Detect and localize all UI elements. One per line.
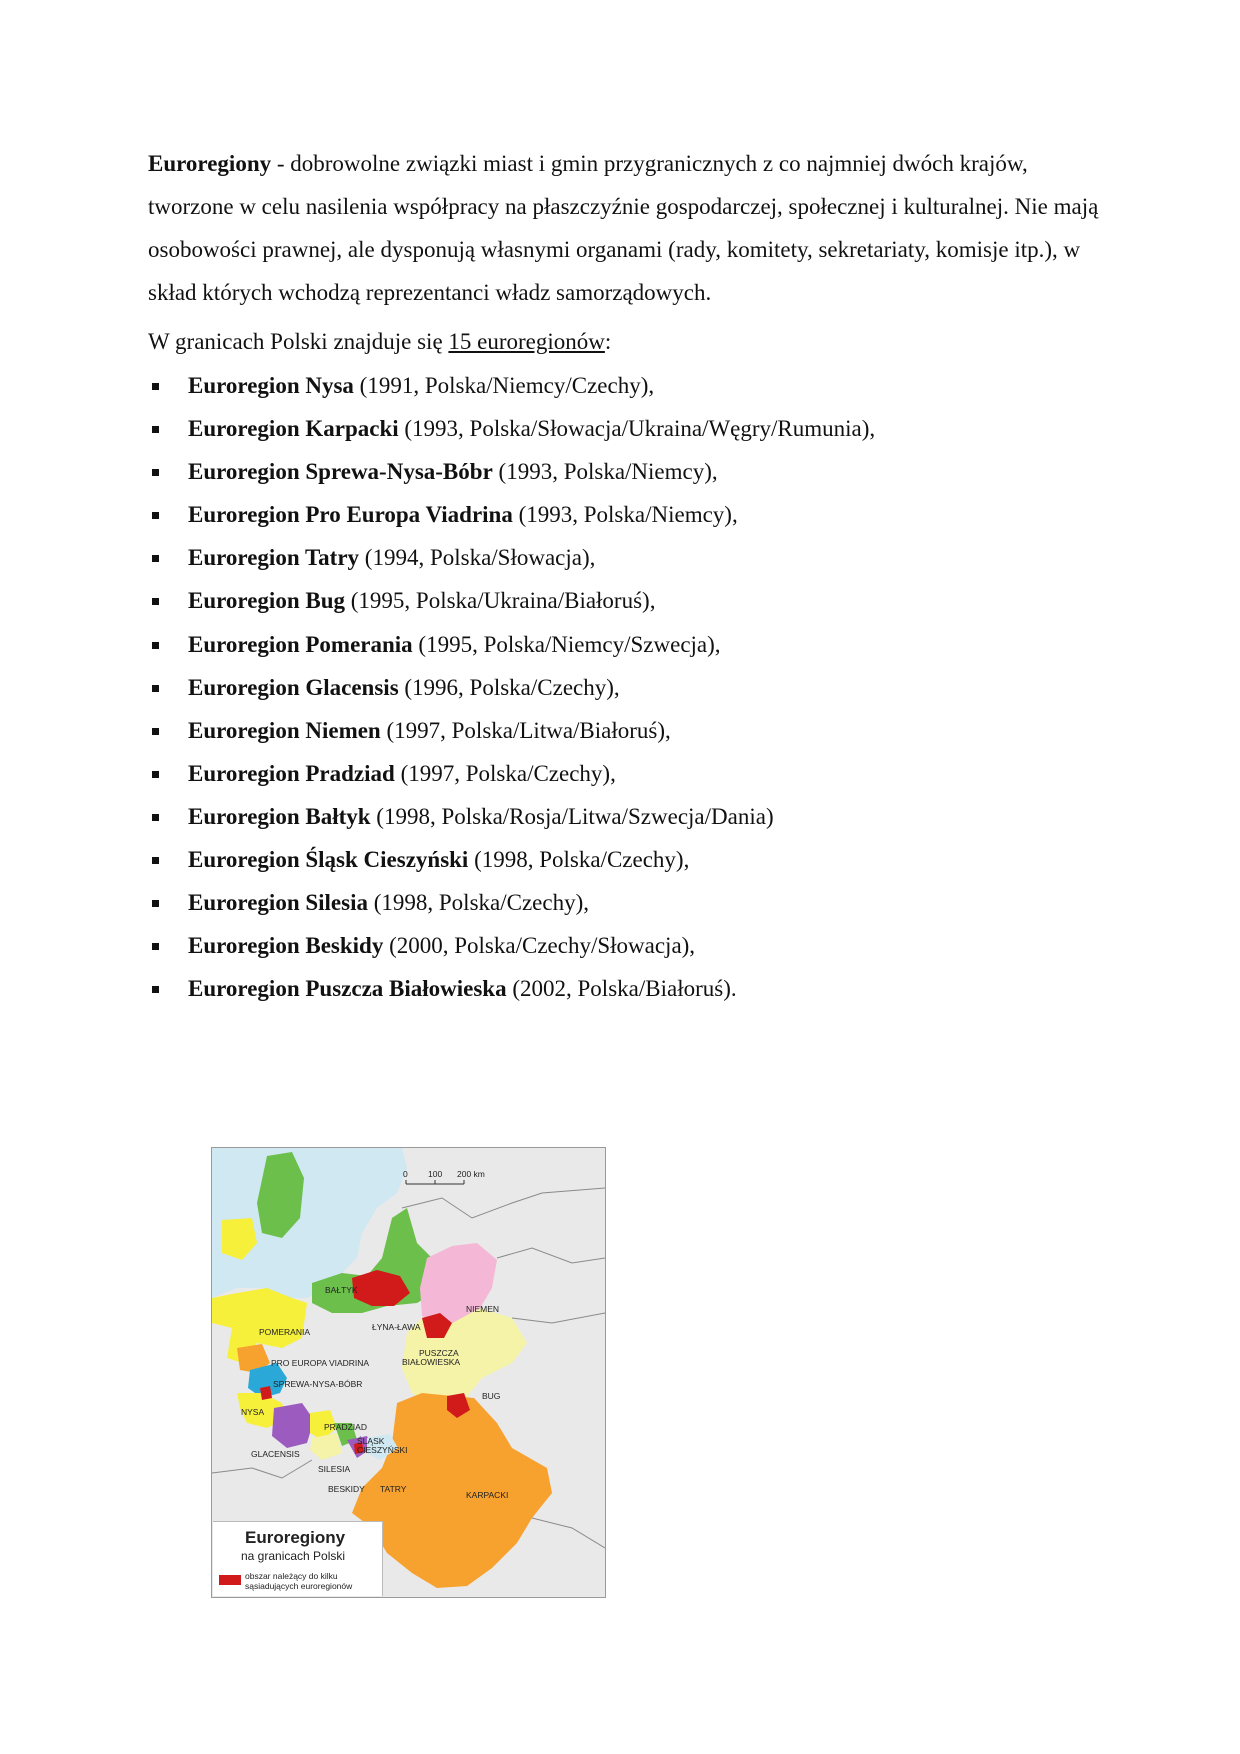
bullet-icon [152,857,159,864]
region-details: (1994, Polska/Słowacja), [359,545,596,571]
label-bug: BUG [482,1391,501,1401]
label-silesia: SILESIA [318,1464,351,1474]
bullet-icon [152,900,159,907]
lead-before: W granicach Polski znajduje się [148,329,449,354]
bullet-icon [152,512,159,519]
legend-title: Euroregiony [245,1528,346,1547]
region-name: Euroregion Nysa [188,373,354,398]
bullet-icon [152,814,159,821]
label-nysa: NYSA [241,1407,265,1417]
list-item [148,497,875,540]
region-name: Euroregion Silesia [188,890,368,916]
scale-mid: 100 [428,1169,443,1179]
list-item [148,583,875,626]
label-slask-1: ŚLĄSK [357,1436,385,1446]
list-item [148,368,875,411]
label-pradziad: PRADZIAD [324,1422,367,1432]
euroregion-list [148,368,875,1014]
label-karpacki: KARPACKI [466,1490,509,1500]
region-details: (1995, Polska/Ukraina/Białoruś), [345,588,656,614]
region-details: (1998, Polska/Rosja/Litwa/Szwecja/Dania) [370,803,774,829]
list-item [148,670,875,713]
list-item [148,756,875,799]
region-details: (1993, Polska/Słowacja/Ukraina/Węgry/Rumunia), [398,416,876,442]
list-item [148,627,875,670]
label-baltyk: BAŁTYK [325,1285,358,1295]
bullet-icon [152,383,159,390]
bullet-icon [152,642,159,649]
lead-link[interactable]: 15 euroregionów [448,329,605,354]
label-beskidy: BESKIDY [328,1484,365,1494]
scale-end: 200 km [457,1169,485,1179]
region-name: Euroregion Sprewa-Nysa-Bóbr [188,459,493,485]
region-details: (1996, Polska/Czechy), [398,674,620,700]
region-name: Euroregion Tatry [188,545,360,571]
bullet-icon [152,728,159,735]
region-name: Euroregion Puszcza Białowieska [188,976,507,1002]
legend-subtitle: na granicach Polski [241,1549,346,1563]
region-name: Euroregion Glacensis [188,674,399,700]
region-name: Euroregion Pradziad [188,760,395,786]
bullet-icon [152,555,159,562]
list-item [148,842,875,885]
region-name: Euroregion Pro Europa Viadrina [188,502,513,528]
lead-after: : [604,329,612,354]
bullet-icon [152,986,159,993]
region-name: Euroregion Bałtyk [188,803,371,829]
bullet-icon [152,771,159,778]
legend-note: obszar należący do kilku sąsiadujących euroregionów [245,1571,353,1591]
region-details: (1997, Polska/Litwa/Białoruś), [380,717,671,743]
bullet-icon [152,685,159,692]
region-details: (2002, Polska/Białoruś). [506,976,737,1002]
region-name: Euroregion Śląsk Cieszyński [188,847,469,873]
list-item [148,713,875,756]
region-name: Euroregion Karpacki [188,416,399,442]
bullet-icon [152,426,159,433]
region-details: (1998, Polska/Czechy), [367,890,589,916]
label-pro-europa-viadrina: PRO EUROPA VIADRINA [271,1358,370,1368]
label-pomerania: POMERANIA [259,1327,311,1337]
list-item [148,799,875,842]
label-puszcza-2: BIAŁOWIESKA [402,1357,461,1367]
region-name: Euroregion Beskidy [188,933,384,959]
label-niemen: NIEMEN [466,1304,500,1314]
label-puszcza-1: PUSZCZA [419,1348,459,1358]
region-details: (1998, Polska/Czechy), [468,847,690,873]
intro-paragraph [148,142,1108,314]
list-item [148,540,875,583]
region-details: (1993, Polska/Niemcy), [492,459,718,485]
label-slask-2: CIESZYŃSKI [357,1445,408,1455]
scale-zero: 0 [403,1169,408,1179]
region-details: (1993, Polska/Niemcy), [512,502,738,528]
lead-sentence [148,324,611,360]
label-lyna-lawa: ŁYNA-ŁAWA [372,1322,421,1332]
list-item [148,454,875,497]
legend-overlap-swatch [219,1575,241,1585]
region-details: (1995, Polska/Niemcy/Szwecja), [412,631,721,657]
map-legend [213,1521,383,1596]
region-details: (1997, Polska/Czechy), [394,760,616,786]
region-details: (2000, Polska/Czechy/Słowacja), [383,933,696,959]
label-tatry: TATRY [380,1484,407,1494]
list-item [148,885,875,928]
euroregion-map [211,1147,606,1598]
bullet-icon [152,469,159,476]
list-item [148,928,875,971]
region-details: (1991, Polska/Niemcy/Czechy), [353,373,655,398]
region-name: Euroregion Bug [188,588,345,614]
intro-term: Euroregiony [148,151,272,176]
overlap-nysa [260,1386,272,1400]
intro-definition: - dobrowolne związki miast i gmin przygranicznych z co najmniej dwóch krajów, tworzone w celu nasilenia współpracy na płaszczyźnie gospodarczej, społecznej i kulturalnej. Nie mają osobowości prawnej, ale dysponują własnymi organami (rady, komitety, sekretariaty, komisje itp.), w skład których wchodzą reprezentanci władz samorządowych. [148,151,1099,305]
label-sprewa-nysa-bobr: SPREWA-NYSA-BÓBR [273,1379,363,1389]
region-name: Euroregion Niemen [188,717,381,743]
list-item [148,971,875,1014]
bullet-icon [152,598,159,605]
label-glacensis: GLACENSIS [251,1449,300,1459]
bullet-icon [152,943,159,950]
region-name: Euroregion Pomerania [188,631,413,657]
list-item [148,411,875,454]
